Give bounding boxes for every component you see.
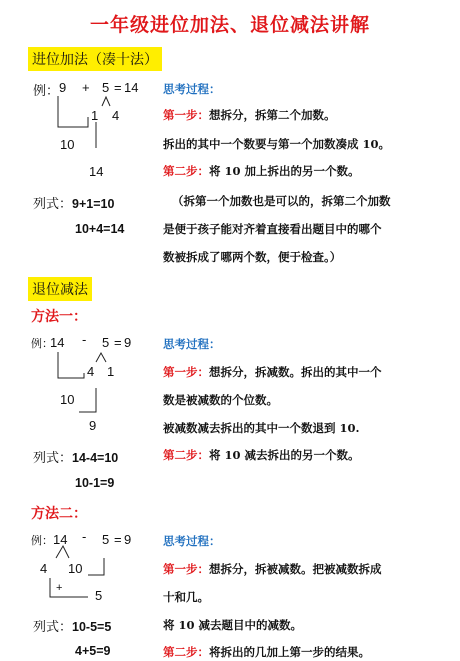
m2-operand-a: 14: [53, 532, 68, 547]
split-left: 1: [91, 108, 99, 123]
step2-text: 将 10 加上拆出的另一个数。: [209, 164, 360, 178]
m1-formula-1: 14-4=10: [72, 451, 119, 465]
m2-line3: 将 10 减去题目中的减数。: [163, 618, 303, 632]
page-title: 一年级进位加法、退位减法讲解: [89, 14, 370, 36]
m2-formula-2: 4+5=9: [75, 644, 111, 658]
formula-row-1: [33, 193, 114, 212]
m1-step2-label: 第二步：: [163, 448, 209, 462]
m1-think-title: 思考过程：: [163, 337, 221, 351]
m2-step2-text: 将拆出的几加上第一步的结果。: [209, 645, 370, 659]
formula-label: 列式：: [33, 197, 73, 212]
m1-formula-2: 10-1=9: [75, 476, 115, 490]
m2-step2-line: [163, 644, 370, 660]
step2-line: [163, 163, 360, 179]
m2-operand-b: 5: [102, 532, 110, 547]
example-operator: +: [82, 80, 90, 95]
m2-result: 9: [124, 532, 132, 547]
example-operand-b: 5: [102, 80, 110, 95]
m1-step1-label: 第一步：: [163, 365, 209, 379]
step2-label: 第二步：: [163, 164, 209, 178]
m2-step1-label: 第一步：: [163, 562, 209, 576]
formula-2: 10+4=14: [75, 222, 125, 236]
m2-step1-text: 想拆分，拆被减数。把被减数拆成: [209, 562, 382, 576]
step1-text: 想拆分，拆第二个加数。: [209, 108, 336, 122]
m2-split-left: 4: [40, 561, 48, 576]
example-result: 14: [124, 80, 139, 95]
example-prefix: 例：: [33, 83, 60, 98]
m2-formula-1: 10-5=5: [72, 620, 112, 634]
m1-operand-b: 5: [102, 335, 110, 350]
formula-1: 9+1=10: [72, 197, 115, 211]
m2-equals: =: [114, 532, 122, 547]
m1-split-right: 1: [107, 364, 115, 379]
m2-final: 5: [95, 588, 103, 603]
m2-step2-label: 第二步：: [163, 645, 209, 659]
explain-line: 拆出的其中一个数要与第一个加数凑成 10。: [163, 137, 391, 151]
m1-operand-a: 14: [50, 335, 65, 350]
m1-final: 9: [89, 418, 97, 433]
m1-equals: =: [114, 335, 122, 350]
method1-label: 方法一：: [31, 309, 87, 325]
m1-step1-line: [163, 364, 382, 380]
m2-plus: +: [56, 582, 63, 594]
m1-step2-line: [163, 447, 360, 463]
m1-step1-text: 想拆分，拆减数。拆出的其中一个: [209, 365, 382, 379]
m1-ten: 10: [60, 392, 75, 407]
split-right: 4: [112, 108, 120, 123]
m2-formula-row-1: [33, 616, 111, 635]
m1-line3: 被减数减去拆出的其中一个数退到 10.: [163, 421, 360, 435]
m1-example-prefix: 例：: [31, 338, 53, 350]
example-operand-a: 9: [59, 80, 67, 95]
m2-split-right: 10: [68, 561, 83, 576]
m1-result: 9: [124, 335, 132, 350]
m1-step2-text: 将 10 减去拆出的另一个数。: [209, 448, 360, 462]
think-title: 思考过程：: [163, 82, 221, 96]
m1-line2: 数是被减数的个位数。: [163, 393, 278, 407]
note-line-2: 是便于孩子能对齐着直接看出题目中的哪个: [163, 222, 382, 236]
section-heading-subtraction: 退位减法: [28, 277, 92, 301]
step1-line: [163, 107, 336, 123]
m2-example-prefix: 例：: [31, 535, 53, 547]
note-line-1: （拆第一个加数也是可以的，拆第二个加数: [172, 194, 391, 208]
m2-formula-label: 列式：: [33, 620, 73, 635]
m1-operator: -: [82, 332, 87, 347]
m1-formula-row-1: [33, 447, 118, 466]
final-result: 14: [89, 164, 104, 179]
m2-step1-line: [163, 561, 382, 577]
m1-split-left: 4: [87, 364, 95, 379]
note-line-3: 数被拆成了哪两个数，便于检查。）: [163, 250, 342, 264]
section-heading-addition: 进位加法（凑十法）: [28, 47, 162, 71]
make-ten: 10: [60, 137, 75, 152]
m2-think-title: 思考过程：: [163, 534, 221, 548]
example-equals: =: [114, 80, 122, 95]
m2-operator: -: [82, 529, 87, 544]
method2-label: 方法二：: [31, 506, 87, 522]
step1-label: 第一步：: [163, 108, 209, 122]
m2-line2: 十和几。: [163, 590, 209, 604]
m1-formula-label: 列式：: [33, 451, 73, 466]
